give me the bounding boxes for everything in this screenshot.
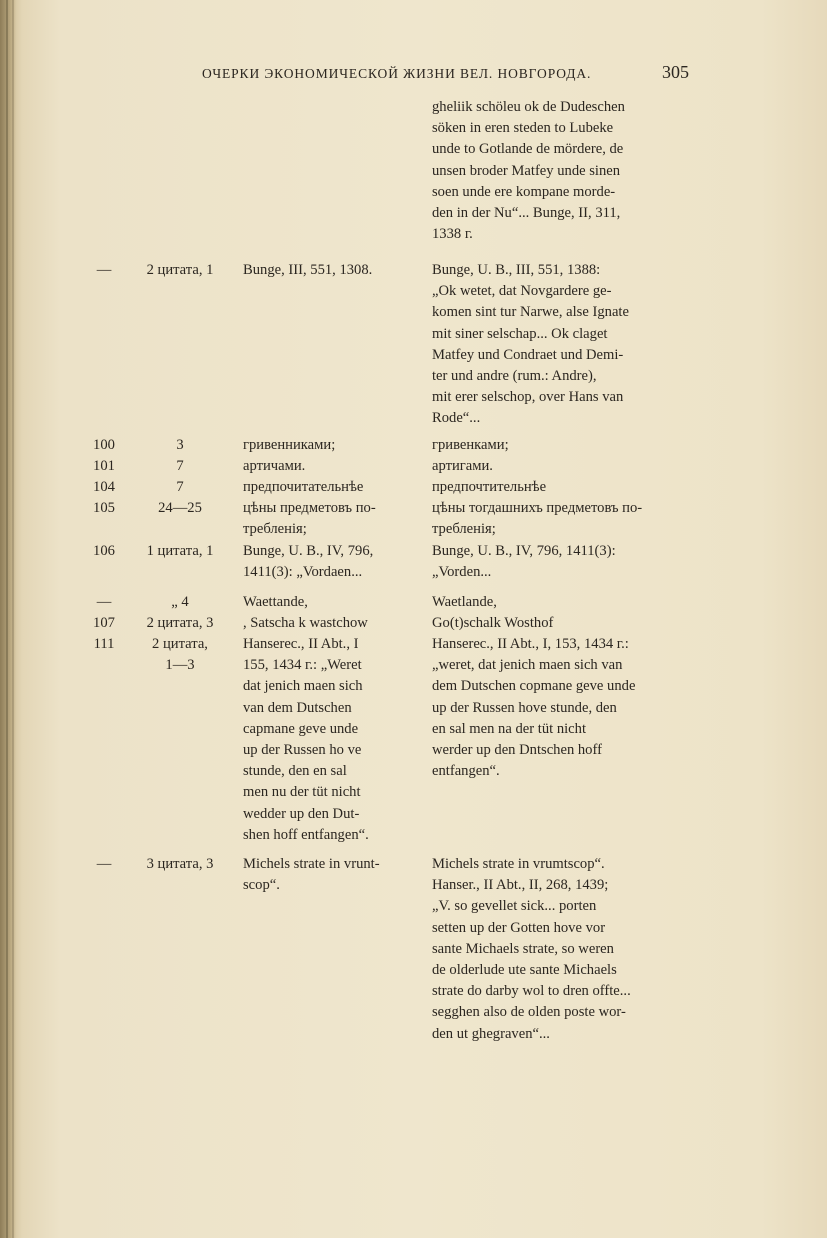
printed-text-line: Waettande, [243, 594, 308, 610]
printed-text-line: предпочитательнѣе [243, 479, 364, 495]
corrected-text-line: komen sint tur Narwe, alse Ignate [432, 304, 629, 321]
corrected-text-line: mit erer selschop, over Hans van [432, 389, 624, 406]
printed-text-line: stunde, den en sal [243, 763, 347, 780]
corrected-text-line: soen unde ere kompane morde- [432, 183, 616, 200]
corrected-text-line: требленія; [432, 521, 496, 538]
corrected-text-line: Hanserec., II Abt., I, 153, 1434 г.: [432, 636, 629, 652]
corrected-text-line: Bunge, U. B., III, 551, 1388: [432, 262, 601, 278]
corrected-text-line: entfangen“. [432, 763, 500, 780]
printed-text-line: dat jenich maen sich [243, 678, 363, 695]
printed-text-line: shen hoff entfangen“. [243, 826, 369, 843]
printed-text-line: van dem Dutschen [243, 699, 352, 716]
corrected-text-line: mit siner selschap... Ok claget [432, 325, 608, 342]
corrected-text-line: Michels strate in vrumtscop“. [432, 856, 605, 872]
corrected-text-line: strate do darby wol to dren offte... [432, 983, 631, 1000]
printed-text [243, 498, 376, 540]
corrected-text-line: „V. so gevellet sick... porten [432, 898, 597, 915]
printed-text-line: wedder up den Dut- [243, 805, 360, 822]
line-cell: 3 [176, 437, 184, 453]
corrected-text [432, 456, 493, 477]
page-cell: — [96, 262, 112, 278]
corrected-text [432, 477, 546, 498]
corrected-text [432, 260, 629, 430]
corrected-text-line: гривенками; [432, 437, 509, 453]
line-cell: 2 цитата, 3 [146, 615, 214, 631]
printed-text-line: 155, 1434 г.: „Weret [243, 657, 362, 674]
corrected-text [432, 97, 625, 245]
printed-text [243, 260, 372, 281]
printed-text [243, 634, 369, 846]
line-cell: 1 цитата, 1 [146, 543, 214, 559]
printed-text-line: требленія; [243, 521, 307, 538]
corrected-text-line: предпочтительнѣе [432, 479, 547, 495]
page-number: 305 [662, 62, 689, 82]
printed-text-line: Bunge, U. B., IV, 796, [243, 543, 374, 559]
corrected-text [432, 498, 642, 540]
corrected-text [432, 634, 635, 782]
corrected-text [432, 592, 497, 613]
printed-text [243, 854, 380, 896]
line-cell: 1—3 [165, 657, 195, 673]
page-cell: 105 [93, 500, 115, 516]
corrected-text-line: gheliik schöleu ok de Dudeschen [432, 99, 625, 115]
printed-text [243, 477, 363, 498]
corrected-text-line: de olderlude ute sante Michaels [432, 961, 617, 978]
line-cell: 2 цитата, [152, 636, 208, 652]
corrected-text-line: werder up den Dntschen hoff [432, 741, 602, 758]
corrected-text-line: den ut ghegraven“... [432, 1025, 550, 1042]
corrected-text [432, 854, 631, 1045]
corrected-text-line: segghen also de olden poste wor- [432, 1004, 626, 1021]
printed-text [243, 613, 368, 634]
corrected-text-line: dem Dutschen copmane geve unde [432, 678, 636, 695]
page-cell: 101 [93, 458, 115, 474]
page-cell: 106 [93, 543, 115, 559]
printed-text-line: гривенниками; [243, 437, 336, 453]
binding-line [12, 0, 14, 1238]
corrected-text-line: „Vorden... [432, 564, 492, 581]
corrected-text-line: Bunge, U. B., IV, 796, 1411(3): [432, 543, 616, 559]
corrected-text-line: unsen broder Matfey unde sinen [432, 162, 621, 179]
line-cell: 3 цитата, 3 [146, 856, 214, 872]
corrected-text-line: 1338 г. [432, 226, 473, 243]
corrected-text-line: setten up der Gotten hove vor [432, 919, 606, 936]
corrected-text-line: ter und andre (rum.: Andre), [432, 367, 597, 384]
corrected-text-line: Waetlande, [432, 594, 497, 610]
printed-text-line: scop“. [243, 877, 280, 894]
corrected-text [432, 613, 553, 634]
corrected-text [432, 541, 616, 583]
printed-text [243, 456, 305, 477]
printed-text-line: up der Russen ho ve [243, 741, 362, 758]
page-cell: — [96, 856, 112, 872]
page-cell: — [96, 594, 112, 610]
corrected-text-line: Hanser., II Abt., II, 268, 1439; [432, 877, 609, 894]
printed-text [243, 435, 335, 456]
printed-text-line: capmane geve unde [243, 720, 359, 737]
corrected-text [432, 435, 509, 456]
printed-text-line: men nu der tüt nicht [243, 784, 361, 801]
corrected-text-line: Rode“... [432, 410, 481, 427]
page-cell: 100 [93, 437, 115, 453]
corrected-text-line: „Ok wetet, dat Novgardere ge- [432, 283, 612, 300]
page-cell: 104 [93, 479, 115, 495]
line-cell: 7 [176, 458, 184, 474]
corrected-text-line: en sal men na der tüt nicht [432, 720, 586, 737]
page-cell: 111 [93, 636, 115, 652]
printed-text-line: цѣны предметовъ по- [243, 500, 376, 516]
printed-text-line: 1411(3): „Vordaen... [243, 564, 363, 581]
printed-text-line: , Satscha k wastchow [243, 615, 368, 631]
line-cell: 24—25 [158, 500, 202, 516]
printed-text-line: Bunge, III, 551, 1308. [243, 262, 373, 278]
printed-text-line: артичами. [243, 458, 306, 474]
printed-text-line: Michels strate in vrunt- [243, 856, 380, 872]
page-header [150, 62, 695, 86]
corrected-text-line: „weret, dat jenich maen sich van [432, 657, 623, 674]
corrected-text-line: söken in eren steden to Lubeke [432, 120, 614, 137]
line-cell: 2 цитата, 1 [146, 262, 214, 278]
printed-text [243, 592, 308, 613]
corrected-text-line: цѣны тогдашнихъ предметовъ по- [432, 500, 643, 516]
running-title: ОЧЕРКИ ЭКОНОМИЧЕСКОЙ ЖИЗНИ ВЕЛ. НОВГОРОДА. [202, 66, 592, 81]
binding-line [6, 0, 8, 1238]
page-cell: 107 [93, 615, 115, 631]
corrected-text-line: Go(t)schalk Wosthof [432, 615, 554, 631]
corrected-text-line: Matfey und Condraet und Demi- [432, 346, 624, 363]
line-cell: 7 [176, 479, 184, 495]
corrected-text-line: up der Russen hove stunde, den [432, 699, 617, 716]
corrected-text-line: den in der Nu“... Bunge, II, 311, [432, 204, 621, 221]
corrected-text-line: sante Michaels strate, so weren [432, 940, 614, 957]
corrected-text-line: unde to Gotlande de mördere, de [432, 141, 624, 158]
line-cell: „ 4 [171, 594, 189, 610]
printed-text-line: Hanserec., II Abt., I [243, 636, 359, 652]
printed-text [243, 541, 373, 583]
corrected-text-line: артигами. [432, 458, 493, 474]
